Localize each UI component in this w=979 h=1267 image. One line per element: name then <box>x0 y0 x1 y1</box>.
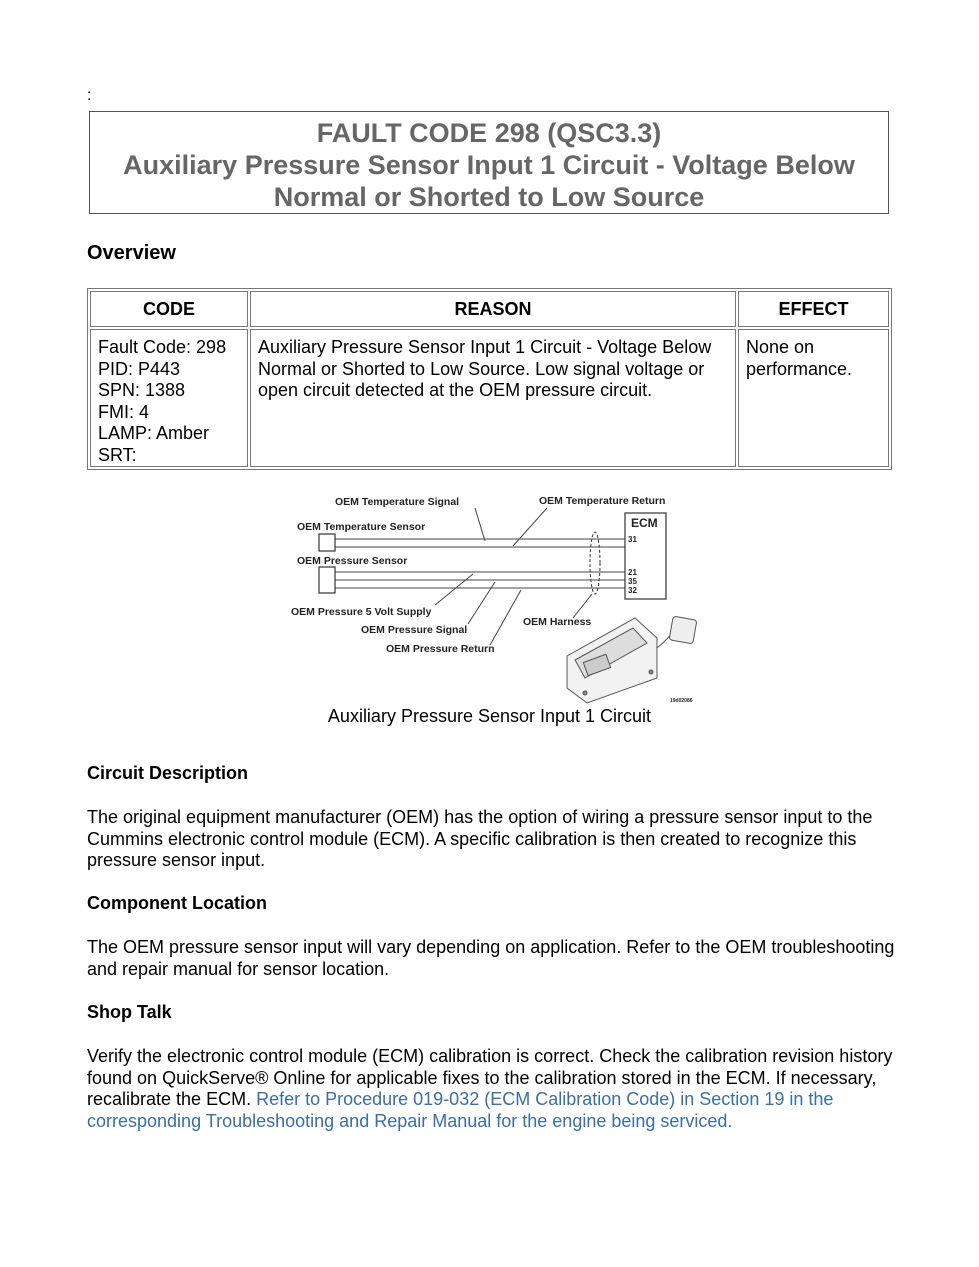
ecm-module-icon <box>567 616 697 703</box>
procedure-link[interactable]: Refer to Procedure 019-032 (ECM Calibration Code) in Section 19 in the corresponding Troubleshooting and Repair Manual for the engine being serviced. <box>87 1089 834 1131</box>
cell-reason: Auxiliary Pressure Sensor Input 1 Circuit - Voltage Below Normal or Shorted to Low Source. Low signal voltage or open circuit detected at the OEM pressure circuit. <box>250 329 736 467</box>
title-line-3: Normal or Shorted to Low Source <box>273 182 705 212</box>
code-line: PID: P443 <box>98 358 181 379</box>
pin-35: 35 <box>628 577 637 586</box>
overview-heading: Overview <box>87 242 176 264</box>
page-colon: : <box>87 87 92 104</box>
label-ecm: ECM <box>631 516 658 530</box>
component-location-heading: Component Location <box>87 893 267 913</box>
header-code: CODE <box>90 291 248 327</box>
circuit-description-text: The original equipment manufacturer (OEM) has the option of wiring a pressure sensor input to the Cummins electronic control module (ECM). A specific calibration is then created to recognize this pressure sensor input. <box>87 807 873 870</box>
code-line: Fault Code: 298 <box>98 337 227 357</box>
circuit-description-heading: Circuit Description <box>87 763 249 783</box>
circuit-diagram <box>285 488 705 710</box>
label-5v-supply: OEM Pressure 5 Volt Supply <box>291 606 432 618</box>
cell-effect: None on performance. <box>738 329 889 467</box>
label-pressure-signal: OEM Pressure Signal <box>361 624 468 636</box>
title-line-1: FAULT CODE 298 (QSC3.3) <box>316 118 662 148</box>
cell-code <box>90 329 248 467</box>
pressure-sensor-box <box>319 567 335 593</box>
table-row <box>90 329 889 467</box>
pin-21: 21 <box>628 568 637 577</box>
code-line: SPN: 1388 <box>98 380 186 400</box>
title-line-2: Auxiliary Pressure Sensor Input 1 Circuit - Voltage Below <box>123 150 855 180</box>
pin-31: 31 <box>628 535 637 544</box>
label-pressure-return: OEM Pressure Return <box>386 643 495 655</box>
header-effect: EFFECT <box>738 291 889 327</box>
fault-code-title-box <box>89 111 889 214</box>
label-temp-signal: OEM Temperature Signal <box>335 496 460 508</box>
table-header-row <box>90 291 889 327</box>
code-line: LAMP: Amber <box>98 423 210 443</box>
shop-talk-text <box>87 1046 897 1132</box>
component-location-text: The OEM pressure sensor input will vary depending on application. Refer to the OEM troubleshooting and repair manual for sensor location. <box>87 937 895 979</box>
label-temp-return: OEM Temperature Return <box>539 495 666 507</box>
code-line: FMI: 4 <box>98 401 150 422</box>
label-harness: OEM Harness <box>523 616 592 628</box>
shop-talk-heading: Shop Talk <box>87 1002 172 1022</box>
header-reason: REASON <box>250 291 736 327</box>
code-line: SRT: <box>98 444 137 465</box>
figure-caption: Auxiliary Pressure Sensor Input 1 Circuit <box>327 706 652 726</box>
shop-talk-body: Verify the electronic control module (ECM) calibration is correct. Check the calibration revision history found on QuickServe® Online for applicable fixes to the calibration stored in the ECM. If necessary, recalibrate the ECM. <box>87 1046 893 1109</box>
figure-id: 19d02086 <box>670 698 693 704</box>
overview-table <box>87 288 892 470</box>
label-pressure-sensor: OEM Pressure Sensor <box>297 555 408 567</box>
temp-sensor-box <box>319 534 335 551</box>
pin-32: 32 <box>628 586 637 595</box>
label-temp-sensor: OEM Temperature Sensor <box>297 521 426 533</box>
